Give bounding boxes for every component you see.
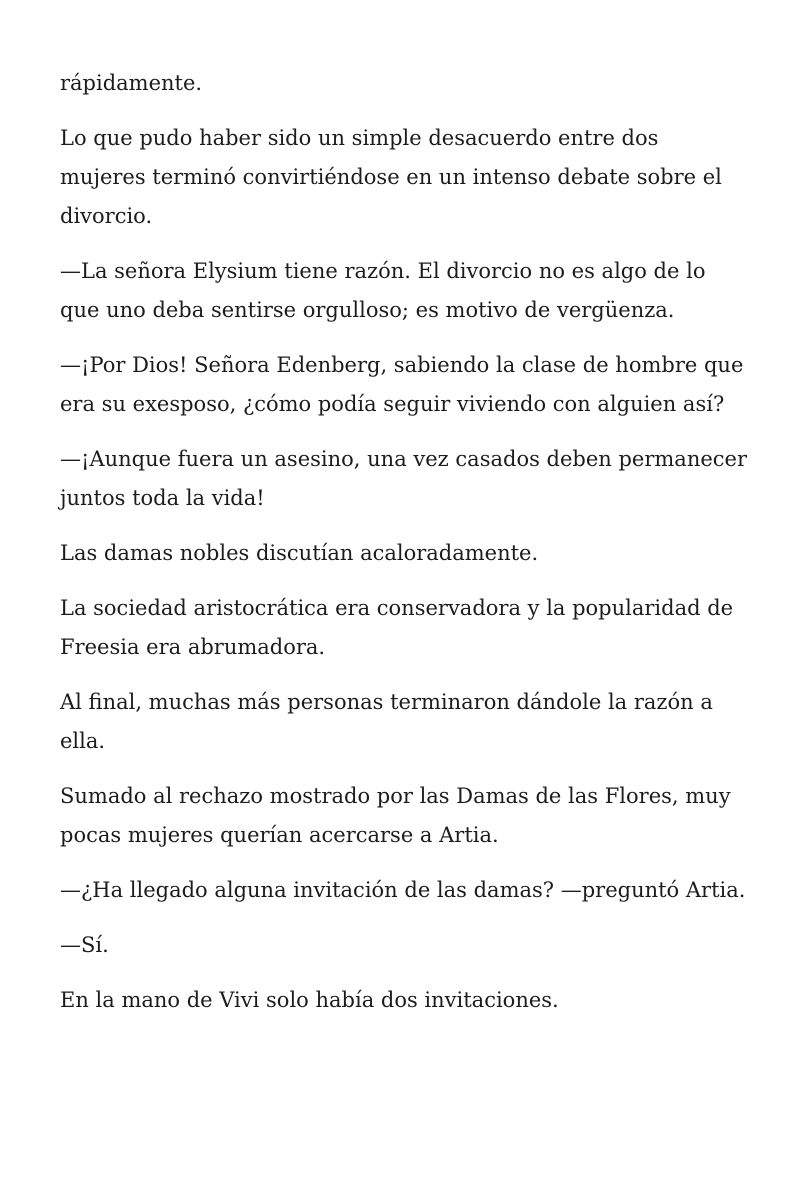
paragraph: Las damas nobles discutían acaloradamente. xyxy=(60,541,539,565)
paragraph: —¡Por Dios! Señora Edenberg, sabiendo la clase de hombre que era su exesposo, ¿cómo podía seguir viviendo con alguien así? xyxy=(60,353,744,416)
paragraph: La sociedad aristocrática era conservadora y la popularidad de Freesia era abrumadora. xyxy=(60,596,734,659)
paragraph: —Sí. xyxy=(60,933,109,957)
paragraph: Lo que pudo haber sido un simple desacuerdo entre dos mujeres terminó convirtiéndose en un intenso debate sobre el divorcio. xyxy=(60,126,722,228)
paragraph: Al final, muchas más personas terminaron dándole la razón a ella. xyxy=(60,690,713,753)
paragraph: —¡Aunque fuera un asesino, una vez casados deben permanecer juntos toda la vida! xyxy=(60,447,748,510)
paragraph: —La señora Elysium tiene razón. El divorcio no es algo de lo que uno deba sentirse orgulloso; es motivo de vergüenza. xyxy=(60,259,706,322)
paragraph: rápidamente. xyxy=(60,71,203,95)
paragraph: —¿Ha llegado alguna invitación de las damas? —preguntó Artia. xyxy=(60,878,746,902)
paragraph: En la mano de Vivi solo había dos invitaciones. xyxy=(60,988,559,1012)
book-page-text xyxy=(60,64,750,1036)
paragraph: Sumado al rechazo mostrado por las Damas de las Flores, muy pocas mujeres querían acercarse a Artia. xyxy=(60,784,731,847)
